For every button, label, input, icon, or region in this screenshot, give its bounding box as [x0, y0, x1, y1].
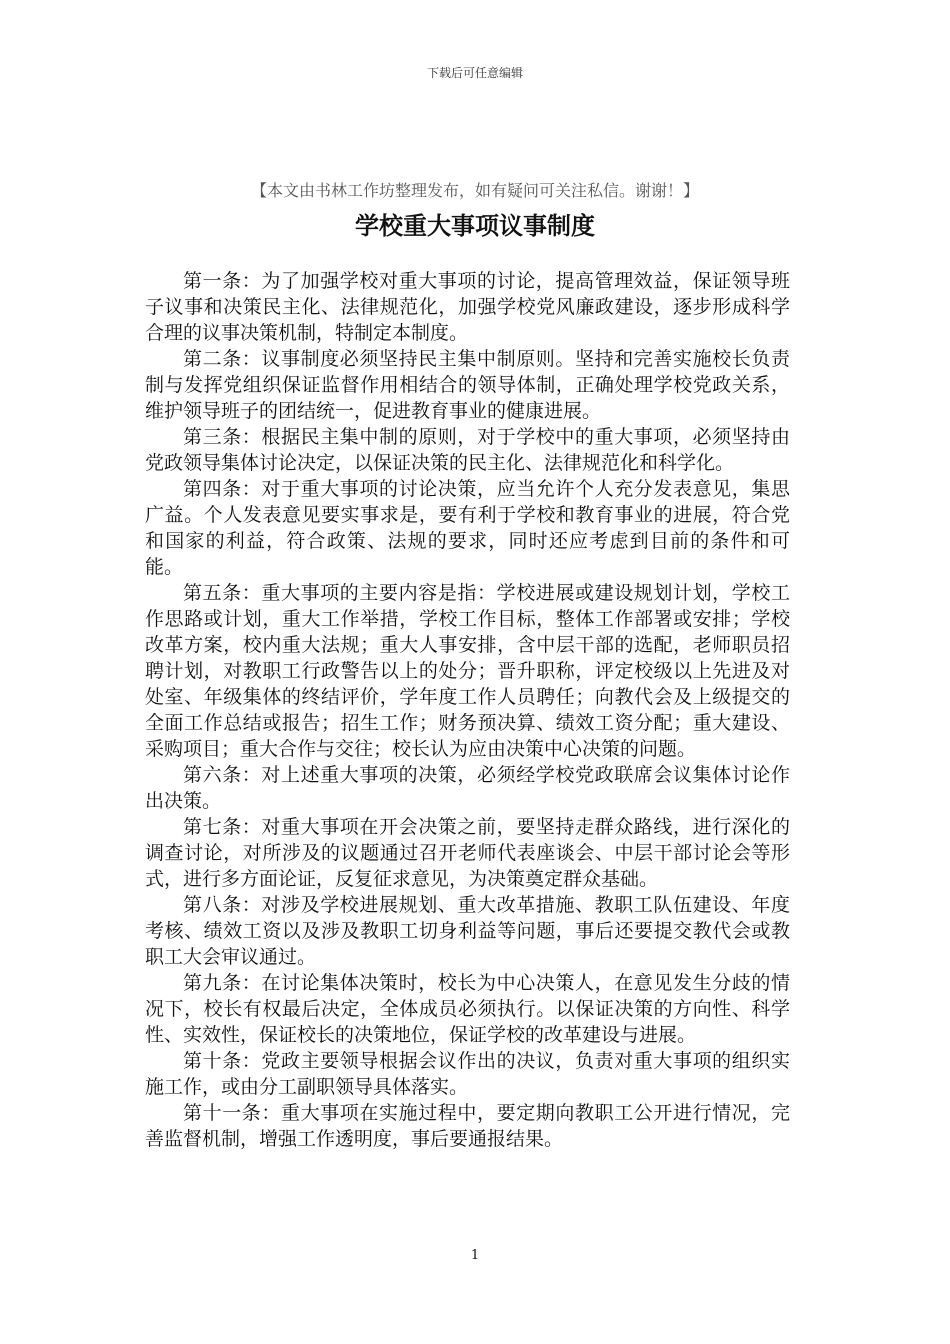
header-note: 下载后可任意编辑 — [426, 66, 523, 80]
article-7: 第七条：对重大事项在开会决策之前，要坚持走群众路线，进行深化的调查讨论，对所涉及的议题通过召开老师代表座谈会、中层干部讨论会等形式，进行多方面论证，反复征求意见，为决策奠定群众基础。 — [145, 816, 790, 890]
article-4: 第四条：对于重大事项的讨论决策，应当允许个人充分发表意见，集思广益。个人发表意见要实事求是，要有利于学校和教育事业的进展，符合党和国家的利益，符合政策、法规的要求，同时还应考虑到目前的条件和可能。 — [145, 478, 790, 578]
source-note: 【本文由书林工作坊整理发布，如有疑问可关注私信。谢谢！】 — [250, 181, 699, 200]
article-1: 第一条：为了加强学校对重大事项的讨论，提高管理效益，保证领导班子议事和决策民主化、法律规范化，加强学校党风廉政建设，逐步形成科学合理的议事决策机制，特制定本制度。 — [145, 270, 790, 344]
article-8: 第八条：对涉及学校进展规划、重大改革措施、教职工队伍建设、年度考核、绩效工资以及涉及教职工切身利益等问题，事后还要提交教代会或教职工大会审议通过。 — [145, 894, 790, 968]
article-10: 第十条：党政主要领导根据会议作出的决议，负责对重大事项的组织实施工作，或由分工副职领导具体落实。 — [145, 1050, 790, 1098]
document-title: 学校重大事项议事制度 — [355, 212, 595, 240]
article-5: 第五条：重大事项的主要内容是指：学校进展或建设规划计划，学校工作思路或计划，重大工作举措，学校工作目标，整体工作部署或安排；学校改革方案，校内重大法规；重大人事安排，含中层干部的选配，老师职员招聘计划，对教职工行政警告以上的处分；晋升职称，评定校级以上先进及对处室、年级集体的终结评价，学年度工作人员聘任；向教代会及上级提交的全面工作总结或报告；招生工作；财务预决算、绩效工资分配；重大建设、采购项目；重大合作与交往；校长认为应由决策中心决策的问题。 — [145, 582, 790, 760]
article-6: 第六条：对上述重大事项的决策，必须经学校党政联席会议集体讨论作出决策。 — [145, 764, 790, 812]
document-body — [145, 268, 790, 1152]
article-3: 第三条：根据民主集中制的原则，对于学校中的重大事项，必须坚持由党政领导集体讨论决定，以保证决策的民主化、法律规范化和科学化。 — [145, 426, 790, 474]
article-11: 第十一条：重大事项在实施过程中，要定期向教职工公开进行情况，完善监督机制，增强工作透明度，事后要通报结果。 — [145, 1102, 790, 1150]
article-9: 第九条：在讨论集体决策时，校长为中心决策人，在意见发生分歧的情况下，校长有权最后决定，全体成员必须执行。以保证决策的方向性、科学性、实效性，保证校长的决策地位，保证学校的改革建设与进展。 — [145, 972, 790, 1046]
page-number: 1 — [470, 1248, 480, 1263]
article-2: 第二条：议事制度必须坚持民主集中制原则。坚持和完善实施校长负责制与发挥党组织保证监督作用相结合的领导体制，正确处理学校党政关系，维护领导班子的团结统一，促进教育事业的健康进展。 — [145, 348, 790, 422]
